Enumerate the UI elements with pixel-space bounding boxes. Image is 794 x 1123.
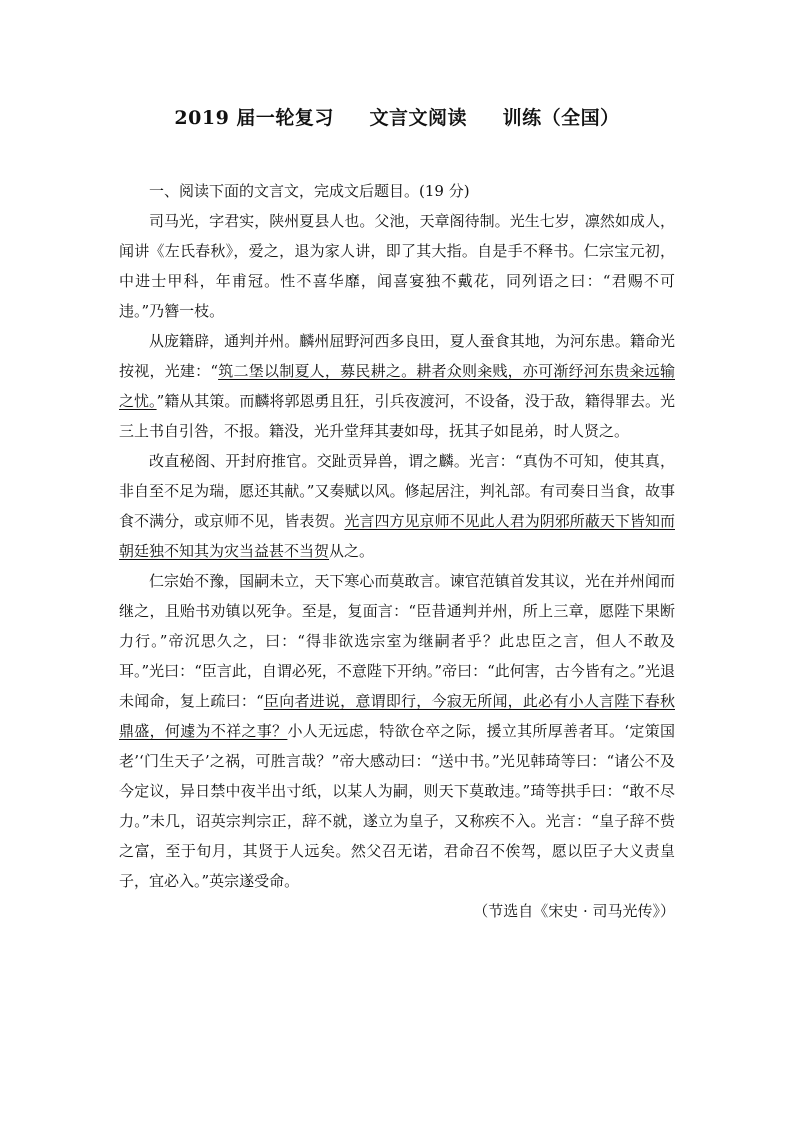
underlined-sentence-2: 光言四方见京师不见此人君为阴邪所蔽天下皆知而朝廷独不知其为灾当益甚不当贺	[119, 512, 675, 560]
paragraph-4-text-b: 小人无远虑，特欲仓卒之际，援立其所厚善者耳。‘定策国老’‘门生天子’之祸，可胜言哉？”帝大感动曰：“送中书。”光见韩琦等曰：“诸公不及今定议，异日禁中夜半出寸纸，以某人为嗣，则天下莫敢违。”琦等拱手曰：“敢不尽力。”未几，诏英宗判宗正，辞不就，遂立为皇子，又称疾不入。光言：“皇子辞不赀之富，至于旬月，其贤于人远矣。然父召无诺，君命召不俟驾，愿以臣子大义责皇子，宜必入。”英宗遂受命。	[119, 722, 675, 890]
underlined-sentence-3: 臣向者进说，意谓即行，今寂无所闻，此必有小人言陛下春秋鼎盛，何遽为不祥之事？	[119, 692, 675, 740]
source-citation: （节选自《宋史 · 司马光传》）	[473, 902, 675, 920]
paragraph-2-text-b: ”籍从其策。而麟将郭恩勇且狂，引兵夜渡河，不设备，没于敌，籍得罪去。光三上书自引咎，不报。籍没，光升堂拜其妻如母，抚其子如昆弟，时人贤之。	[119, 392, 675, 440]
question-prompt	[119, 176, 675, 206]
paragraph-1: 司马光，字君实，陕州夏县人也。父池，天章阁待制。光生七岁，凛然如成人，闻讲《左氏春秋》，爱之，退为家人讲，即了其大指。自是手不释书。仁宗宝元初，中进士甲科，年甫冠。性不喜华靡，闻喜宴独不戴花，同列语之曰：“君赐不可违。”乃簪一枝。	[119, 212, 675, 320]
paragraph-4	[119, 566, 675, 896]
paragraph-3-text-b: 从之。	[329, 542, 375, 560]
underlined-sentence-1: 筑二堡以制夏人，募民耕之。耕者众则籴贱，亦可渐纾河东贵籴远输之忧。	[119, 362, 675, 410]
question-label: 一、阅读下面的文言文，完成文后题目。	[149, 182, 420, 200]
passage-body	[119, 176, 675, 926]
page-title: 2019 届一轮复习 文言文阅读 训练（全国）	[174, 107, 620, 129]
question-points: (19 分)	[419, 182, 470, 200]
paragraph-3-text-a: 改直秘阁、开封府推官。交趾贡异兽，谓之麟。光言：“真伪不可知，使其真，非自至不足为瑞，愿还其献。”又奏赋以风。修起居注，判礼部。有司奏日当食，故事食不满分，或京师不见，皆表贺。	[119, 452, 675, 530]
paragraph-2-text-a: 从庞籍辟，通判并州。麟州屈野河西多良田，夏人蚕食其地，为河东患。籍命光按视，光建：“	[119, 332, 675, 380]
paragraph-2	[119, 326, 675, 446]
paragraph-4-text-a: 仁宗始不豫，国嗣未立，天下寒心而莫敢言。谏官范镇首发其议，光在并州闻而继之，且贻书劝镇以死争。至是，复面言：“臣昔通判并州，所上三章，愿陛下果断力行。”帝沉思久之，曰：“得非欲选宗室为继嗣者乎？此忠臣之言，但人不敢及耳。”光曰：“臣言此，自谓必死，不意陛下开纳。”帝曰：“此何害，古今皆有之。”光退未闻命，复上疏曰：“	[119, 572, 675, 710]
paragraph-3	[119, 446, 675, 566]
